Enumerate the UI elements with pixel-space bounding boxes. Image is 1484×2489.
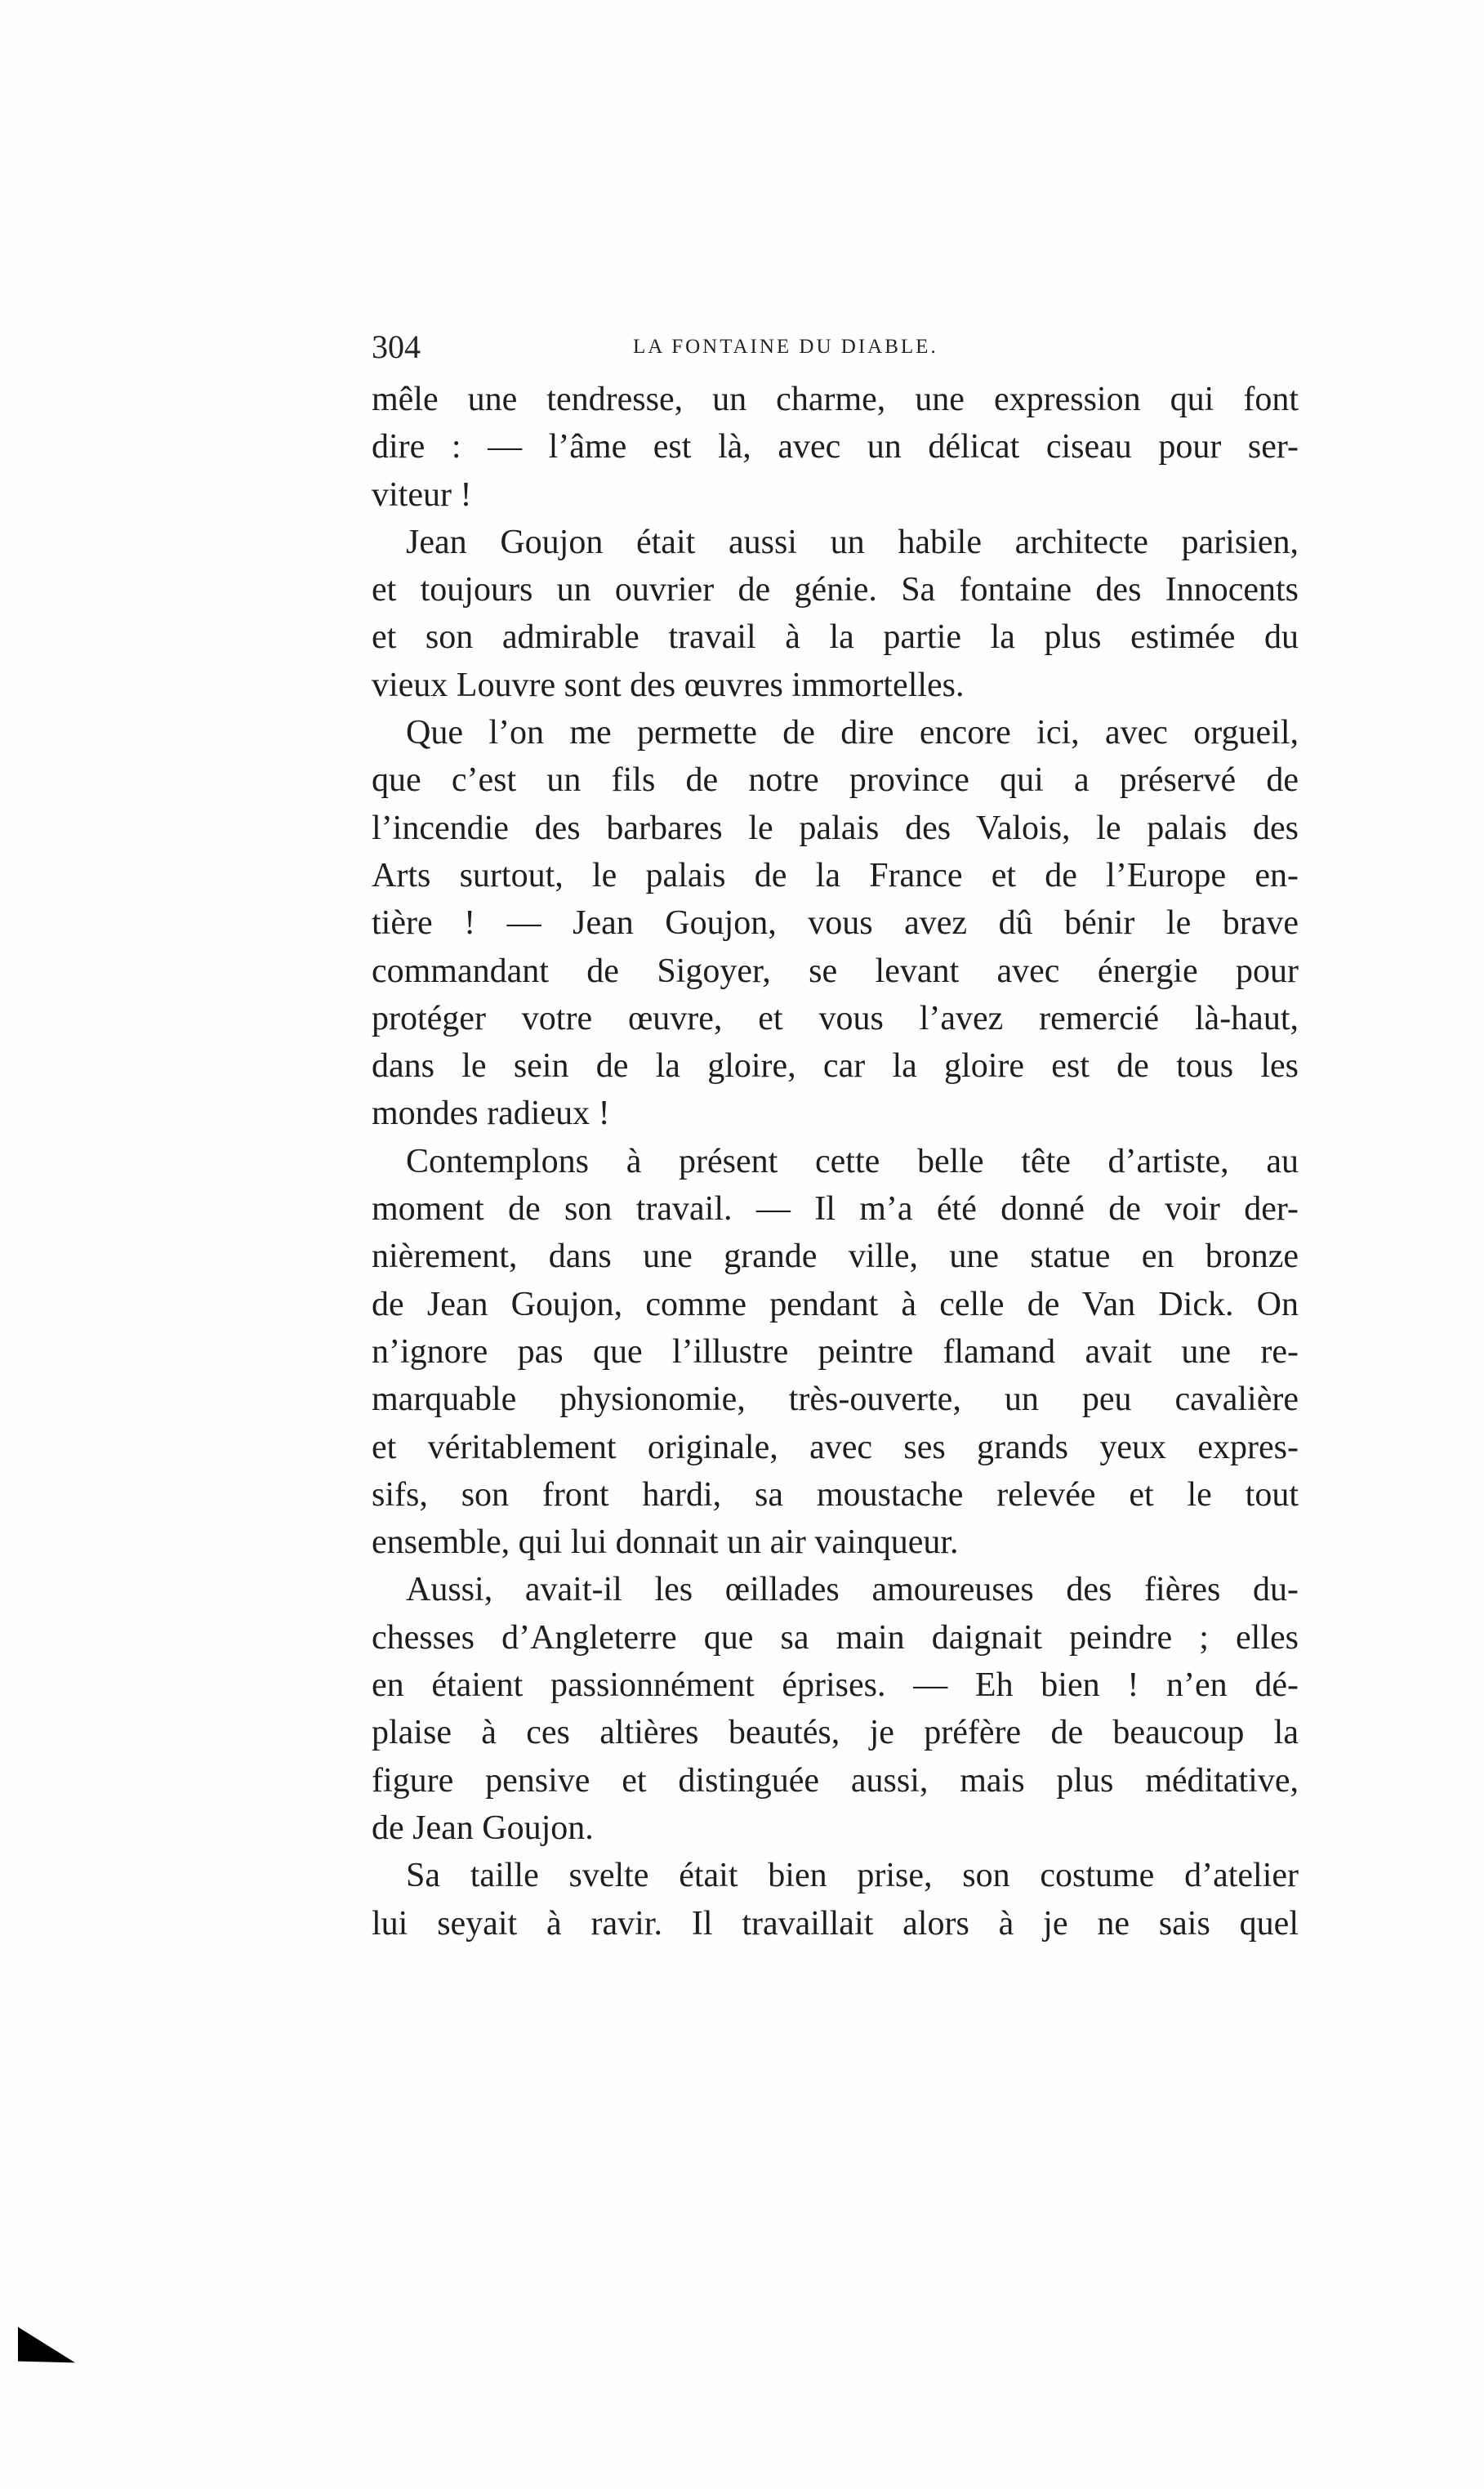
text-line: Jean Goujon était aussi un habile architecte parisien, (406, 523, 1299, 561)
text-line: viteur ! (372, 475, 472, 514)
text-line: dans le sein de la gloire, car la gloire est de tous les (372, 1047, 1299, 1086)
text-line: Arts surtout, le palais de la France et de l’Europe en- (372, 856, 1299, 894)
text-line: Sa taille svelte était bien prise, son costume d’atelier (406, 1857, 1299, 1895)
text-line: ensemble, qui lui donnait un air vainqueur. (372, 1523, 959, 1562)
text-line: et toujours un ouvrier de génie. Sa fontaine des Innocents (372, 571, 1299, 609)
text-line: plaise à ces altières beautés, je préfère de beaucoup la (372, 1714, 1299, 1752)
text-line: mondes radieux ! (372, 1095, 610, 1133)
text-line: Contemplons à présent cette belle tête d’artiste, au (406, 1142, 1299, 1180)
text-line: et véritablement originale, avec ses grands yeux expres- (372, 1428, 1299, 1466)
text-line: nièrement, dans une grande ville, une statue en bronze (372, 1238, 1299, 1276)
page-number: 304 (372, 328, 421, 365)
text-line: protéger votre œuvre, et vous l’avez remercié là-haut, (372, 999, 1299, 1037)
text-line: de Jean Goujon, comme pendant à celle de Van Dick. On (372, 1285, 1299, 1323)
text-line: de Jean Goujon. (372, 1809, 594, 1847)
text-line: vieux Louvre sont des œuvres immortelles. (372, 666, 965, 704)
text-line: mêle une tendresse, un charme, une expression qui font (372, 381, 1299, 418)
text-line: que c’est un fils de notre province qui a préservé de (372, 761, 1299, 800)
text-line: sifs, son front hardi, sa moustache relevée et le tout (372, 1475, 1299, 1514)
text-line: commandant de Sigoyer, se levant avec énergie pour (372, 952, 1299, 990)
text-line: Que l’on me permette de dire encore ici, avec orgueil, (406, 714, 1299, 752)
text-line: moment de son travail. — Il m’a été donné de voir der- (372, 1190, 1299, 1229)
text-line: et son admirable travail à la partie la plus estimée du (372, 618, 1299, 657)
body-text (372, 376, 1299, 1947)
text-line: Aussi, avait-il les œillades amoureuses des fières du- (406, 1571, 1299, 1609)
text-line: lui seyait à ravir. Il travaillait alors à je ne sais quel (372, 1904, 1299, 1943)
running-title: LA FONTAINE DU DIABLE. (633, 336, 938, 358)
text-line: chesses d’Angleterre que sa main daignait peindre ; elles (372, 1618, 1299, 1657)
text-line: en étaient passionnément éprises. — Eh bien ! n’en dé- (372, 1666, 1299, 1705)
text-line: figure pensive et distinguée aussi, mais plus méditative, (372, 1761, 1299, 1800)
page-turn-triangle-icon (18, 2327, 75, 2380)
text-line: l’incendie des barbares le palais des Valois, le palais des (372, 809, 1299, 847)
running-head (372, 323, 1299, 372)
text-line: tière ! — Jean Goujon, vous avez dû bénir le brave (372, 904, 1299, 943)
text-line: n’ignore pas que l’illustre peintre flamand avait une re- (372, 1332, 1299, 1371)
text-line: dire : — l’âme est là, avec un délicat ciseau pour ser- (372, 428, 1299, 466)
text-line: marquable physionomie, très-ouverte, un peu cavalière (372, 1381, 1299, 1419)
